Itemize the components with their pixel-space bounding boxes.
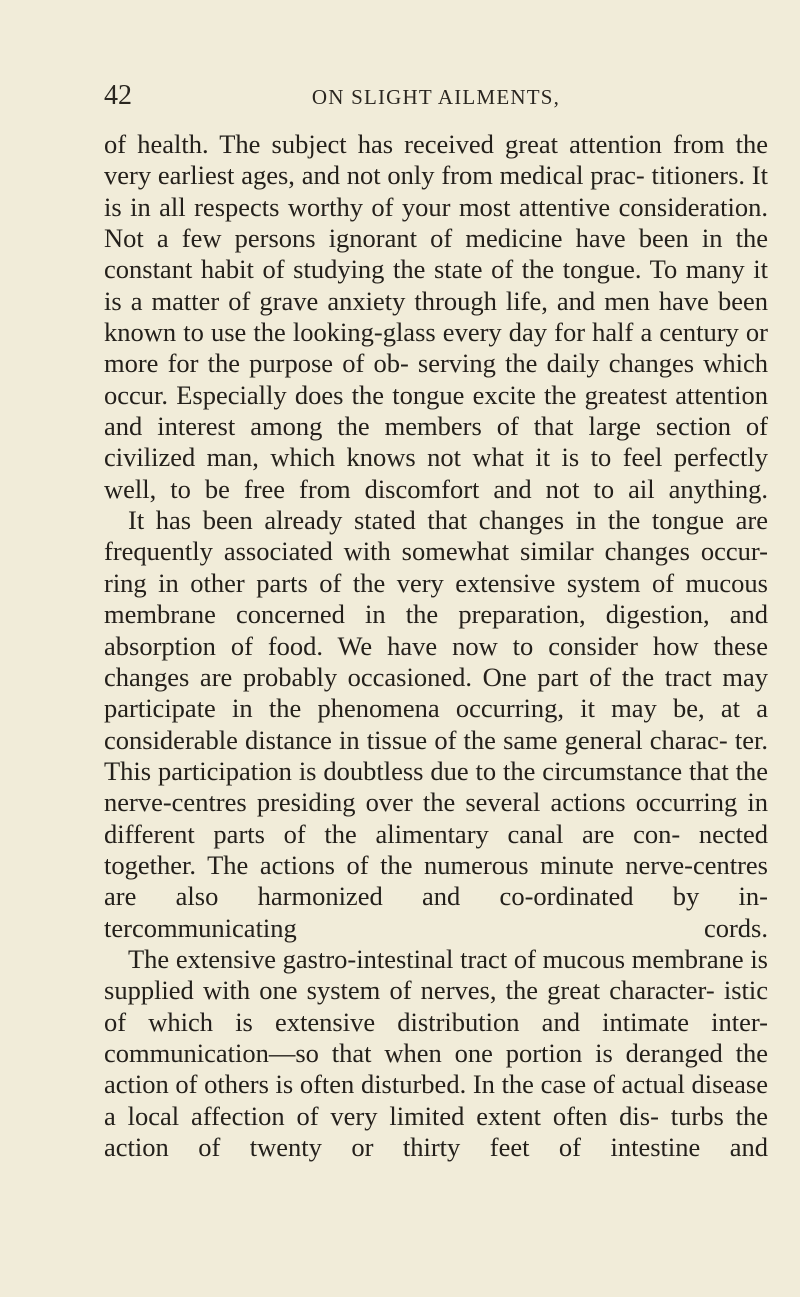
running-head: ON SLIGHT AILMENTS,	[311, 85, 561, 109]
paragraph-1: of health. The subject has received great attention from the very earliest ages, and not only from medical prac- titioners. It is in all respects worthy of your most attentive consideration. Not a few persons ignorant of medicine have been in the constant habit of studying the state of the tongue. To many it is a matter of grave anxiety through life, and men have been known to use the looking-glass every day for half a century or more for the purpose of ob- serving the daily changes which occur. Especially does the tongue excite the greatest attention and interest among the members of that large section of civilized man, which knows not what it is to feel perfectly well, to be free from discomfort and not to ail anything.	[104, 129, 768, 504]
page-header	[104, 78, 768, 114]
page-number: 42	[104, 80, 132, 111]
paragraph-2: It has been already stated that changes in the tongue are frequently associated with somewhat similar changes occur- ring in other parts of the very extensive system of mucous membrane concerned in the preparation, digestion, and absorption of food. We have now to consider how these changes are probably occasioned. One part of the tract may participate in the phenomena occurring, it may be, at a considerable distance in tissue of the same general charac- ter. This participation is doubtless due to the circumstance that the nerve-centres presiding over the several actions occurring in different parts of the alimentary canal are con- nected together. The actions of the numerous minute nerve-centres are also harmonized and co-ordinated by in- tercommunicating cords.	[104, 505, 768, 943]
paragraph-3: The extensive gastro-intestinal tract of mucous membrane is supplied with one system of nerves, the great character- istic of which is extensive distribution and intimate inter- communication—so that when one portion is deranged the action of others is often disturbed. In the case of actual disease a local affection of very limited extent often dis- turbs the action of twenty or thirty feet of intestine and	[104, 943, 768, 1162]
body-text	[104, 129, 768, 1163]
